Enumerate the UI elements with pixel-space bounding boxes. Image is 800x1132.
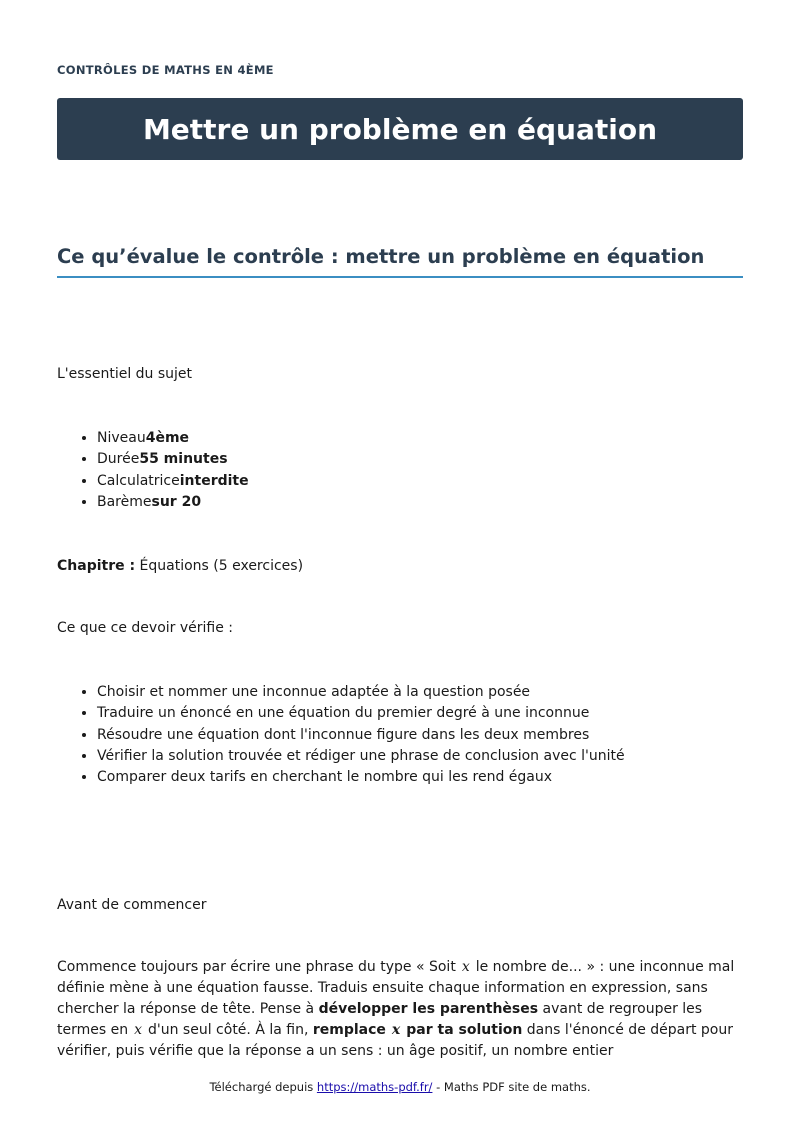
list-item bbox=[97, 492, 249, 513]
bold-run: par ta solution bbox=[406, 1022, 523, 1038]
math-variable: x bbox=[461, 959, 470, 975]
list-item bbox=[97, 471, 249, 492]
avant-heading: Avant de commencer bbox=[57, 897, 207, 913]
page-title: Mettre un problème en équation bbox=[142, 112, 658, 146]
text-run: le nombre de... » : une inconnue mal définie mène à une équation fausse. Traduis ensuite chaque information en expression, sans chercher la réponse de tête. Pense à bbox=[57, 959, 735, 1017]
item-value: 4ème bbox=[145, 430, 190, 446]
list-item: • Résoudre une équation dont l'inconnue figure dans les deux membres bbox=[97, 725, 625, 746]
verifie-list bbox=[57, 682, 625, 788]
item-label: Niveau bbox=[97, 430, 146, 446]
item-value: interdite bbox=[179, 472, 249, 489]
section-title: Ce qu’évalue le contrôle : mettre un problème en équation bbox=[57, 245, 743, 278]
footer-prefix: Téléchargé depuis bbox=[209, 1080, 314, 1094]
bold-run: développer les parenthèses bbox=[318, 1001, 539, 1017]
chapitre-line bbox=[57, 556, 303, 577]
text-run: dans l'énoncé de départ pour vérifier, puis vérifie que la réponse a un sens : un âge positif, un nombre entier bbox=[57, 1022, 733, 1059]
math-variable: x bbox=[391, 1022, 401, 1038]
essentiel-heading: L'essentiel du sujet bbox=[57, 366, 193, 382]
list-item: • Traduire un énoncé en une équation du premier degré à une inconnue bbox=[97, 703, 625, 724]
list-item: • Vérifier la solution trouvée et rédiger une phrase de conclusion avec l'unité bbox=[97, 746, 625, 767]
list-item: • Choisir et nommer une inconnue adaptée à la question posée bbox=[97, 682, 625, 703]
essentiel-list bbox=[57, 428, 249, 513]
chapitre-label: Chapitre : bbox=[57, 558, 136, 574]
item-label: Calculatrice bbox=[97, 472, 180, 489]
list-item: • Comparer deux tarifs en cherchant le nombre qui les rend égaux bbox=[97, 767, 625, 788]
title-banner bbox=[57, 98, 743, 160]
list-item bbox=[97, 428, 249, 449]
kicker-label: CONTRÔLES DE MATHS EN 4ÈME bbox=[57, 63, 274, 77]
text-run: d'un seul côté. À la fin, bbox=[148, 1022, 309, 1038]
item-label: Barème bbox=[97, 493, 152, 510]
text-run: Commence toujours par écrire une phrase du type « Soit bbox=[57, 959, 456, 975]
bold-run: remplace bbox=[312, 1022, 386, 1038]
list-item bbox=[97, 449, 249, 470]
footer bbox=[0, 1080, 800, 1094]
verifie-heading: Ce que ce devoir vérifie : bbox=[57, 620, 234, 636]
chapitre-value: Équations (5 exercices) bbox=[139, 558, 304, 574]
footer-link[interactable]: https://maths-pdf.fr/ bbox=[316, 1080, 433, 1094]
item-value: 55 minutes bbox=[139, 451, 228, 468]
math-variable: x bbox=[134, 1022, 142, 1038]
text-run: avant de regrouper les termes en bbox=[57, 1001, 703, 1038]
item-label: Durée bbox=[97, 451, 140, 468]
item-value: sur 20 bbox=[151, 493, 202, 510]
footer-suffix: - Maths PDF site de maths. bbox=[436, 1080, 591, 1094]
intro-paragraph bbox=[57, 957, 743, 1062]
